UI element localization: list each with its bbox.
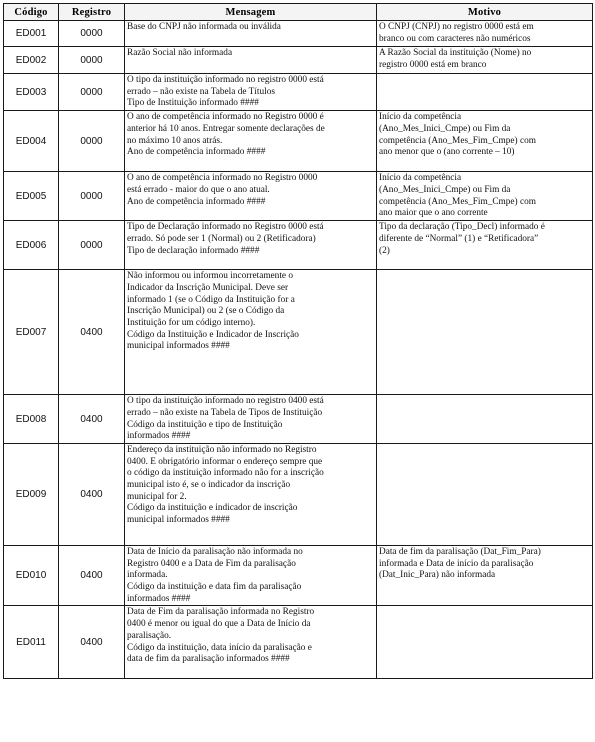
cell-codigo: ED001 [4,21,59,47]
cell-codigo: ED005 [4,172,59,221]
motivo-line: ano maior que o ano corrente [379,208,488,219]
mensagem-line: Razão Social não informada [127,48,233,58]
cell-mensagem [125,221,377,270]
cell-motivo [377,172,593,221]
motivo-line: registro 0000 está em branco [379,59,487,70]
cell-motivo [377,21,593,47]
mensagem-line: Indicador da Inscrição Municipal. Deve ser [127,282,289,293]
cell-motivo [377,47,593,74]
table-row [4,21,593,47]
cell-mensagem [125,270,377,395]
motivo-line: competência (Ano_Mes_Fim_Cmpe) com [379,196,536,207]
mensagem-line: Código da instituição e tipo de Instituição [127,419,283,430]
header-registro: Registro [59,4,125,21]
cell-mensagem [125,74,377,111]
cell-registro: 0400 [59,443,125,545]
mensagem-line: está errado - maior do que o ano atual. [127,184,270,195]
cell-mensagem [125,47,377,74]
cell-motivo [377,270,593,395]
cell-mensagem [125,21,377,47]
mensagem-line: municipal for 2. [127,491,187,502]
cell-codigo: ED009 [4,443,59,545]
cell-registro: 0000 [59,21,125,47]
motivo-line: Início da competência [379,173,462,184]
mensagem-line: informado 1 (se o Código da Instituição for a [127,294,295,305]
table-row [4,47,593,74]
cell-registro: 0000 [59,221,125,270]
cell-mensagem [125,443,377,545]
mensagem-line: Instituição for um código interno). [127,317,256,328]
cell-motivo [377,221,593,270]
mensagem-line: Tipo de Declaração informado no Registro 0000 está [127,222,324,233]
cell-registro: 0400 [59,395,125,444]
mensagem-line: Tipo de declaração informado #### [127,245,260,256]
mensagem-line: Endereço da instituição não informado no Registro [127,444,317,455]
mensagem-line: Data de Início da paralisação não informada no [127,546,303,557]
cell-registro: 0400 [59,606,125,679]
mensagem-line: Ano de competência informado #### [127,147,266,158]
cell-codigo: ED011 [4,606,59,679]
cell-codigo: ED008 [4,395,59,444]
motivo-line: (Ano_Mes_Inici_Cmpe) ou Fim da [379,123,511,134]
header-row [4,4,593,21]
mensagem-line: o código da instituição informado não for a inscrição [127,468,324,479]
mensagem-line: informada. [127,570,168,581]
table-row [4,606,593,679]
mensagem-line: no máximo 10 anos atrás. [127,135,223,146]
mensagem-line: Registro 0400 e a Data de Fim da paralisação [127,558,296,569]
header-mensagem: Mensagem [125,4,377,21]
motivo-line: (Ano_Mes_Inici_Cmpe) ou Fim da [379,184,511,195]
table-row [4,270,593,395]
mensagem-line: Não informou ou informou incorretamente o [127,271,294,282]
mensagem-line: anterior há 10 anos. Entregar somente declarações de [127,123,325,134]
mensagem-line: O tipo da instituição informado no registro 0000 está [127,75,324,85]
mensagem-line: O ano de competência informado no Registro 0000 [127,173,318,184]
motivo-line: diferente de “Normal” (1) e “Retificadora” [379,233,539,244]
motivo-line: Início da competência [379,112,462,123]
table-row [4,221,593,270]
cell-codigo: ED006 [4,221,59,270]
cell-codigo: ED004 [4,111,59,172]
mensagem-line: informados #### [127,431,191,442]
cell-mensagem [125,172,377,221]
cell-registro: 0000 [59,111,125,172]
cell-codigo: ED003 [4,74,59,111]
cell-registro: 0400 [59,545,125,606]
mensagem-line: errado. Só pode ser 1 (Normal) ou 2 (Retificadora) [127,233,316,244]
cell-motivo [377,395,593,444]
mensagem-line: Base do CNPJ não informada ou inválida [127,22,281,32]
motivo-line: Data de fim da paralisação (Dat_Fim_Para) [379,546,541,557]
mensagem-line: paralisação. [127,630,172,641]
motivo-line: branco ou com caracteres não numéricos [379,33,531,44]
mensagem-line: Tipo de Instituição informado #### [127,98,259,109]
mensagem-line: 0400. É obrigatório informar o endereço sempre que [127,456,323,467]
mensagem-line: municipal isto é, se o indicador da inscrição [127,480,291,491]
cell-motivo [377,606,593,679]
cell-motivo [377,443,593,545]
cell-motivo [377,111,593,172]
cell-registro: 0000 [59,172,125,221]
header-motivo: Motivo [377,4,593,21]
mensagem-line: Inscrição Municipal) ou 2 (se o Código da [127,306,285,317]
mensagem-line: data de fim da paralisação informados #### [127,654,290,665]
cell-registro: 0000 [59,47,125,74]
mensagem-line: Código da Instituição e Indicador de Inscrição [127,329,299,340]
mensagem-line: errado – não existe na Tabela de Títulos [127,86,275,97]
motivo-line: O CNPJ (CNPJ) no registro 0000 está em [379,22,534,32]
cell-mensagem [125,606,377,679]
mensagem-line: Código da instituição e data fim da paralisação [127,582,302,593]
error-codes-table [3,3,593,679]
mensagem-line: informados #### [127,593,191,604]
mensagem-line: Ano de competência informado #### [127,196,266,207]
table-row [4,74,593,111]
mensagem-line: municipal informados #### [127,341,230,352]
cell-mensagem [125,545,377,606]
motivo-line: (2) [379,245,390,256]
cell-mensagem [125,395,377,444]
cell-motivo [377,74,593,111]
mensagem-line: errado – não existe na Tabela de Tipos de Instituição [127,407,323,418]
table-row [4,443,593,545]
motivo-line: competência (Ano_Mes_Fim_Cmpe) com [379,135,536,146]
mensagem-line: O ano de competência informado no Registro 0000 é [127,112,324,123]
mensagem-line: Código da instituição e indicador de inscrição [127,503,298,514]
motivo-line: A Razão Social da instituição (Nome) no [379,48,532,58]
mensagem-line: municipal informados #### [127,515,230,526]
cell-mensagem [125,111,377,172]
motivo-line: (Dat_Inic_Para) não informada [379,570,496,581]
table-row [4,545,593,606]
motivo-line: Tipo da declaração (Tipo_Decl) informado é [379,222,545,233]
cell-codigo: ED010 [4,545,59,606]
mensagem-line: O tipo da instituição informado no registro 0400 está [127,396,324,407]
motivo-line: ano menor que o (ano corrente – 10) [379,147,515,158]
table-row [4,111,593,172]
table-row [4,395,593,444]
cell-codigo: ED007 [4,270,59,395]
cell-registro: 0000 [59,74,125,111]
mensagem-line: 0400 é menor ou igual do que a Data de Início da [127,619,311,630]
cell-codigo: ED002 [4,47,59,74]
header-codigo: Código [4,4,59,21]
mensagem-line: Código da instituição, data início da paralisação e [127,642,312,653]
mensagem-line: Data de Fim da paralisação informada no Registro [127,607,315,618]
cell-registro: 0400 [59,270,125,395]
table-row [4,172,593,221]
motivo-line: informada e Data de início da paralisação [379,558,534,569]
cell-motivo [377,545,593,606]
